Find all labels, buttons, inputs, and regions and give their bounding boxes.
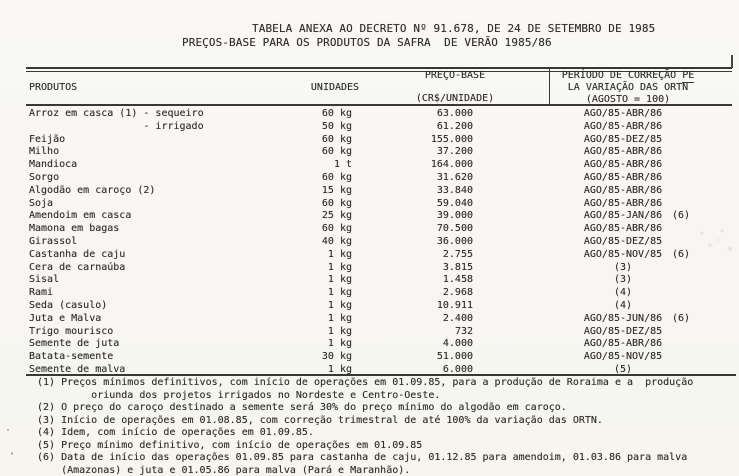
footnote-line: (2) O preço do caroço destinado a semente será 30% do preço mínimo do algodão em caroço.: [37, 402, 567, 413]
unit-cell: 1 t: [333, 159, 352, 171]
table-row: [0, 198, 739, 211]
product-cell: Milho: [29, 146, 60, 158]
table-row: [0, 262, 739, 275]
scan-speck: [11, 452, 13, 455]
table-row: [0, 249, 739, 262]
price-cell: 59.040: [436, 197, 473, 209]
table-row: [0, 236, 739, 249]
price-cell: 70.500: [436, 223, 473, 235]
period-cell: AGO/85-ABR/86: [583, 159, 663, 171]
period-cell: AGO/85-ABR/86: [583, 197, 663, 209]
column-header-units: UNIDADES: [310, 82, 360, 93]
unit-cell: 1 kg: [327, 299, 352, 311]
period-header-text: PERÍODO DE CORREÇÃO: [561, 70, 683, 81]
price-cell: 2.755: [442, 248, 473, 260]
period-cell: AGO/85-DEZ/85: [583, 133, 663, 145]
period-cell: AGO/85-JUN/86: [583, 312, 663, 324]
unit-cell: 25 kg: [321, 210, 352, 222]
table-row: [0, 287, 739, 300]
product-cell: Seda (casulo): [29, 299, 108, 311]
unit-cell: 1 kg: [327, 338, 352, 350]
product-cell: Rami: [29, 287, 54, 299]
product-cell: Cera de carnaúba: [29, 261, 126, 273]
product-cell: Feijão: [29, 133, 66, 145]
table-row: [0, 121, 739, 134]
table-row: [0, 134, 739, 147]
price-cell: 3.815: [442, 261, 473, 273]
table-row: [0, 364, 739, 377]
table-row: [0, 274, 739, 287]
product-cell: Semente de malva: [29, 363, 126, 375]
table-row: [0, 326, 739, 339]
price-cell: 36.000: [436, 235, 473, 247]
period-cell: (4): [613, 299, 633, 311]
table-row: [0, 313, 739, 326]
product-cell: Trigo mourisco: [29, 325, 114, 337]
column-header-period-line2: LA VARIAÇÃO DAS ORTN: [567, 82, 689, 93]
product-cell: Arroz em casca (1) - sequeiro: [29, 108, 204, 119]
column-header-price-unit: (CR$/UNIDADE): [415, 93, 495, 104]
column-header-period-line3: (AGOSTO = 100): [585, 94, 671, 105]
period-cell: (3): [613, 261, 633, 273]
price-cell: 61.200: [436, 120, 473, 132]
period-cell: AGO/85-ABR/86: [583, 146, 663, 158]
price-cell: 2.968: [442, 287, 473, 299]
table-row: [0, 159, 739, 172]
footnote-ref: (6): [672, 312, 691, 324]
scan-smudge-mark: [692, 225, 738, 257]
price-cell: 155.000: [430, 133, 473, 145]
price-cell: 2.400: [442, 312, 473, 324]
footnote-line: (Amazonas) e juta e 01.05.86 para malva (Pará e Maranhão).: [37, 464, 411, 476]
table-row: [0, 223, 739, 236]
footnote-ref: (6): [672, 210, 691, 222]
period-cell: AGO/85-ABR/86: [583, 184, 663, 196]
table-rows: [0, 108, 739, 377]
table-row: [0, 338, 739, 351]
period-cell: (5): [613, 363, 633, 375]
table-row: [0, 108, 739, 121]
period-cell: (4): [613, 287, 633, 299]
price-cell: 37.200: [436, 146, 473, 158]
table-row: [0, 146, 739, 159]
price-cell: 63.000: [436, 108, 473, 119]
price-cell: 1.458: [442, 274, 473, 286]
table-row: [0, 172, 739, 185]
product-cell: Algodão em caroço (2): [29, 184, 156, 196]
unit-cell: 1 kg: [327, 248, 352, 260]
price-cell: 4.000: [442, 338, 473, 350]
period-cell: AGO/85-DEZ/85: [583, 235, 663, 247]
period-cell: AGO/85-JAN/86: [583, 210, 663, 222]
unit-cell: 60 kg: [321, 146, 352, 158]
product-cell: Batata-semente: [29, 351, 114, 363]
unit-cell: 1 kg: [327, 312, 352, 324]
footnote-line: (6) Data de início das operações 01.09.85 para castanha de caju, 01.12.85 para amendoim, 01.03.86 para malva: [37, 452, 688, 463]
footnotes-block: [37, 377, 737, 476]
period-header-hyphenation: PE: [682, 70, 695, 81]
price-cell: 732: [454, 325, 473, 337]
unit-cell: 60 kg: [321, 133, 352, 145]
period-cell: AGO/85-NOV/85: [583, 351, 663, 363]
product-cell: Juta e Malva: [29, 312, 102, 324]
unit-cell: 50 kg: [321, 120, 352, 132]
unit-cell: 30 kg: [321, 351, 352, 363]
footnote-ref: (6): [672, 248, 691, 260]
period-cell: (3): [613, 274, 633, 286]
product-cell: Sisal: [29, 274, 60, 286]
unit-cell: 1 kg: [327, 287, 352, 299]
footnote-line: oriunda dos projetos irrigados no Nordeste e Centro-Oeste.: [37, 389, 441, 401]
table-row: [0, 300, 739, 313]
unit-cell: 60 kg: [321, 171, 352, 183]
footnote-line: (3) Início de operações em 01.08.85, com correção trimestral de até 100% da variação das ORTN.: [37, 414, 603, 426]
product-cell: Sorgo: [29, 171, 60, 183]
product-cell: Girassol: [29, 235, 78, 247]
document-title-line2: PREÇOS-BASE PARA OS PRODUTOS DA SAFRA DE VERÃO 1985/86: [182, 36, 552, 49]
document-title-line1: TABELA ANEXA AO DECRETO Nº 91.678, DE 24 DE SETEMBRO DE 1985: [252, 22, 656, 35]
unit-cell: 60 kg: [321, 223, 352, 235]
price-cell: 164.000: [430, 159, 473, 171]
unit-cell: 1 kg: [327, 363, 352, 375]
column-header-products: PRODUTOS: [29, 82, 78, 93]
price-cell: 10.911: [436, 299, 473, 311]
unit-cell: 40 kg: [321, 235, 352, 247]
period-cell: AGO/85-ABR/86: [583, 108, 663, 119]
product-cell: Mandioca: [29, 159, 78, 171]
price-cell: 39.000: [436, 210, 473, 222]
price-cell: 6.000: [442, 363, 473, 375]
product-cell: Soja: [29, 197, 54, 209]
product-cell: Amendoim em casca: [29, 210, 132, 222]
period-cell: AGO/85-NOV/85: [583, 248, 663, 260]
period-cell: AGO/85-ABR/86: [583, 171, 663, 183]
unit-cell: 60 kg: [321, 108, 352, 119]
table-row: [0, 185, 739, 198]
footnote-line: (5) Preço mínimo definitivo, com início de operações em 01.09.85: [37, 439, 423, 451]
period-cell: AGO/85-ABR/86: [583, 120, 663, 132]
scan-speck: [7, 429, 9, 431]
period-cell: AGO/85-ABR/86: [583, 223, 663, 235]
footnote-line: (1) Preços mínimos definitivos, com início de operações em 01.09.85, para a produção de Roraima e a produção: [37, 377, 694, 388]
column-header-period-line1: [553, 70, 703, 81]
price-cell: 31.620: [436, 171, 473, 183]
period-cell: AGO/85-DEZ/85: [583, 325, 663, 337]
product-cell: Semente de juta: [29, 338, 120, 350]
product-cell: - irrigado: [29, 120, 204, 132]
unit-cell: 60 kg: [321, 197, 352, 209]
table-row: [0, 210, 739, 223]
unit-cell: 1 kg: [327, 325, 352, 337]
price-cell: 51.000: [436, 351, 473, 363]
unit-cell: 1 kg: [327, 274, 352, 286]
product-cell: Mamona em bagas: [29, 223, 120, 235]
unit-cell: 1 kg: [327, 261, 352, 273]
period-cell: AGO/85-ABR/86: [583, 338, 663, 350]
header-column-divider: [549, 67, 550, 105]
scan-artifact-tick: [731, 55, 733, 68]
table-top-rule-upper: [26, 67, 732, 69]
table-row: [0, 351, 739, 364]
column-header-price: PREÇO-BASE: [424, 70, 486, 81]
footnote-line: (4) Idem, com início de operações em 01.09.85.: [37, 427, 314, 438]
unit-cell: 15 kg: [321, 184, 352, 196]
price-cell: 33.840: [436, 184, 473, 196]
product-cell: Castanha de caju: [29, 248, 126, 260]
